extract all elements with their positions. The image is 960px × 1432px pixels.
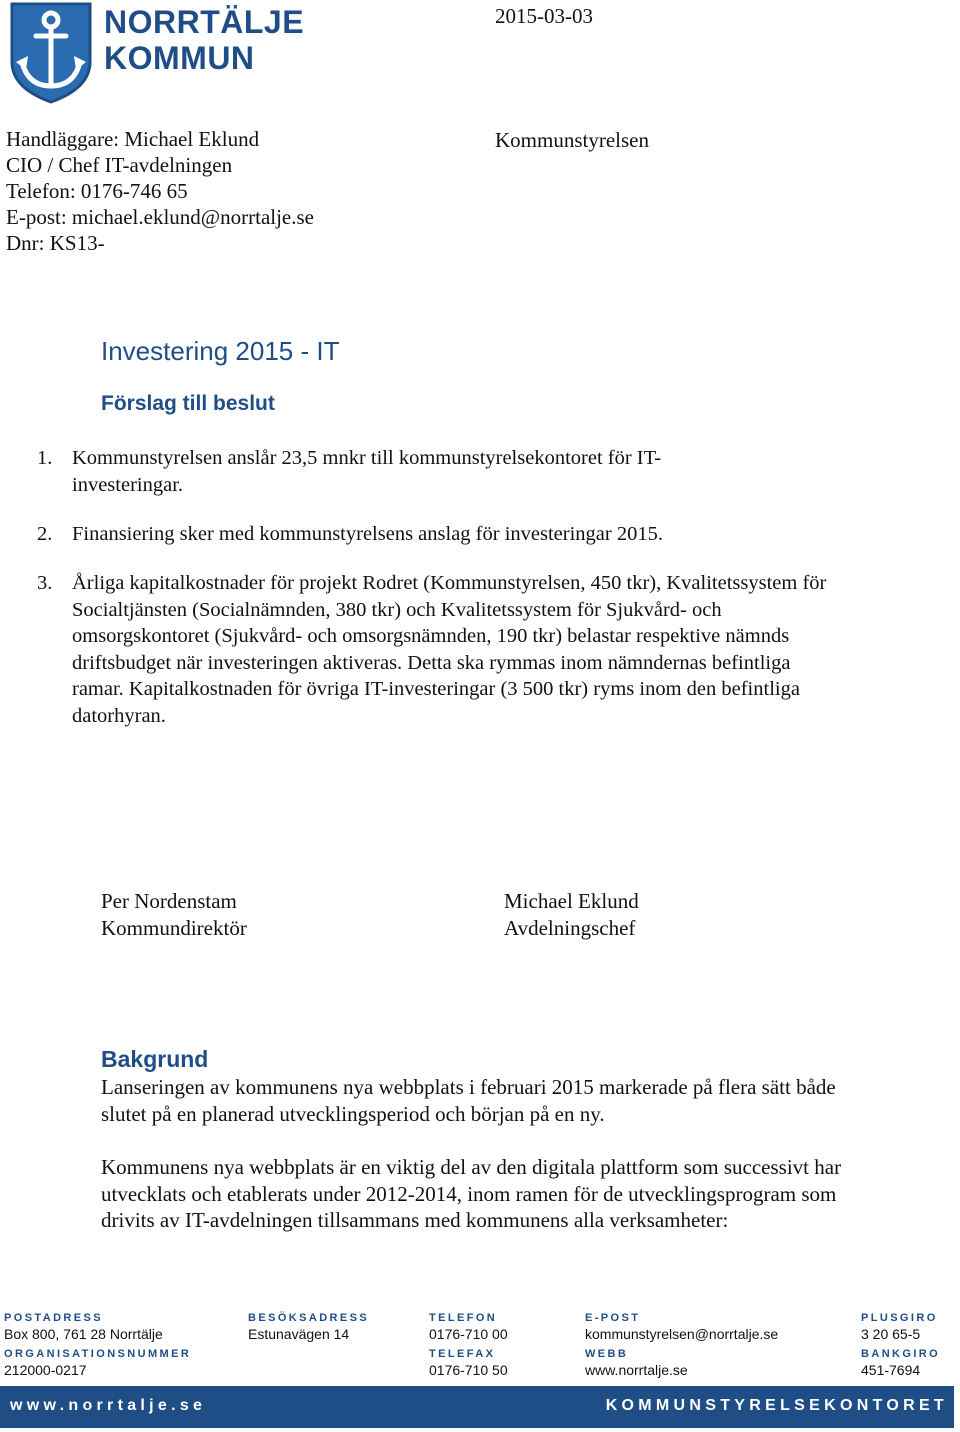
signature-block (504, 888, 639, 942)
footer-postadress: Box 800, 761 28 Norrtälje (4, 1326, 163, 1342)
footer-bar (0, 1386, 954, 1428)
signature-block (101, 888, 247, 942)
background-paragraph: Kommunens nya webbplats är en viktig del av den digitala plattform som successivt har utvecklats och etablerats under 2012-2014, inom ramen för de utvecklingsprogram som drivits av IT-avdelningen tillsammans med kommunens alla verksamheter: (101, 1155, 842, 1232)
footer-label-webb: WEBB (585, 1348, 629, 1360)
footer-telefon: 0176-710 00 (429, 1326, 508, 1342)
footer-office-name: KOMMUNSTYRELSEKONTORET (605, 1397, 948, 1414)
footer-plusgiro: 3 20 65-5 (861, 1326, 921, 1342)
footer-label-besoksadress: BESÖKSADRESS (248, 1312, 370, 1324)
footer-telefax: 0176-710 50 (429, 1362, 508, 1378)
signatory-name: Per Nordenstam (101, 889, 237, 913)
footer-besoksadress: Estunavägen 14 (248, 1326, 350, 1342)
norrtalje-logo (6, 0, 305, 104)
item-number: 1. (37, 447, 53, 469)
background-heading: Bakgrund (101, 1046, 209, 1072)
footer-webb[interactable]: www.norrtalje.se (585, 1362, 688, 1378)
sender-block (6, 126, 314, 256)
document-date: 2015-03-03 (495, 4, 593, 28)
signatory-role: Kommundirektör (101, 916, 247, 940)
background-paragraph: Lanseringen av kommunens nya webbplats i februari 2015 markerade på flera sätt både slutet på en planerad utvecklingsperiod och början på en ny. (101, 1075, 836, 1126)
footer-label-bankgiro: BANKGIRO (861, 1348, 941, 1360)
item-number: 2. (37, 523, 53, 545)
item-text: Kommunstyrelsen anslår 23,5 mnkr till kommunstyrelsekontoret för IT-investeringar. (72, 447, 662, 496)
recipient: Kommunstyrelsen (495, 128, 649, 152)
anchor-crest-icon (6, 0, 96, 104)
sender-line: Telefon: 0176-746 65 (6, 179, 188, 203)
document-title: Investering 2015 - IT (101, 336, 340, 366)
footer-orgnr: 212000-0217 (4, 1362, 87, 1378)
footer-label-epost: E-POST (585, 1312, 641, 1324)
item-text: Finansiering sker med kommunstyrelsens anslag för investeringar 2015. (72, 523, 663, 545)
footer-bankgiro: 451-7694 (861, 1362, 921, 1378)
sender-line: Handläggare: Michael Eklund (6, 127, 260, 151)
footer-website[interactable]: www.norrtalje.se (10, 1397, 207, 1414)
signatory-name: Michael Eklund (504, 889, 639, 913)
footer-label-telefax: TELEFAX (429, 1348, 496, 1360)
item-text: Årliga kapitalkostnader för projekt Rodret (Kommunstyrelsen, 450 tkr), Kvalitetssystem för Socialtjänsten (Socialnämnden, 380 tkr) och Kvalitetssystem för Sjukvård- och omsorgskontoret (Sjukvård- och omsorgsnämnden, 190 tkr) belastar respektive nämnds driftsbudget när investeringen aktiveras. Detta ska rymmas inom nämndernas befintliga ramar. Kapitalkostnaden för övriga IT-investeringar (3 500 tkr) ryms inom den befintliga datorhyran. (72, 572, 827, 727)
footer-label-orgnr: ORGANISATIONSNUMMER (4, 1348, 192, 1360)
logo-line-2: KOMMUN (104, 40, 255, 76)
signatory-role: Avdelningschef (504, 916, 636, 940)
sender-line: CIO / Chef IT-avdelningen (6, 153, 233, 177)
footer-epost[interactable]: kommunstyrelsen@norrtalje.se (585, 1326, 779, 1342)
footer-label-plusgiro: PLUSGIRO (861, 1312, 938, 1324)
logo-line-1: NORRTÄLJE (104, 4, 305, 40)
item-number: 3. (37, 572, 53, 594)
footer-label-postadress: POSTADRESS (4, 1312, 103, 1324)
proposal-heading: Förslag till beslut (101, 392, 275, 415)
sender-line: Dnr: KS13- (6, 231, 105, 255)
sender-line: E-post: michael.eklund@norrtalje.se (6, 205, 314, 229)
footer-label-telefon: TELEFON (429, 1312, 498, 1324)
